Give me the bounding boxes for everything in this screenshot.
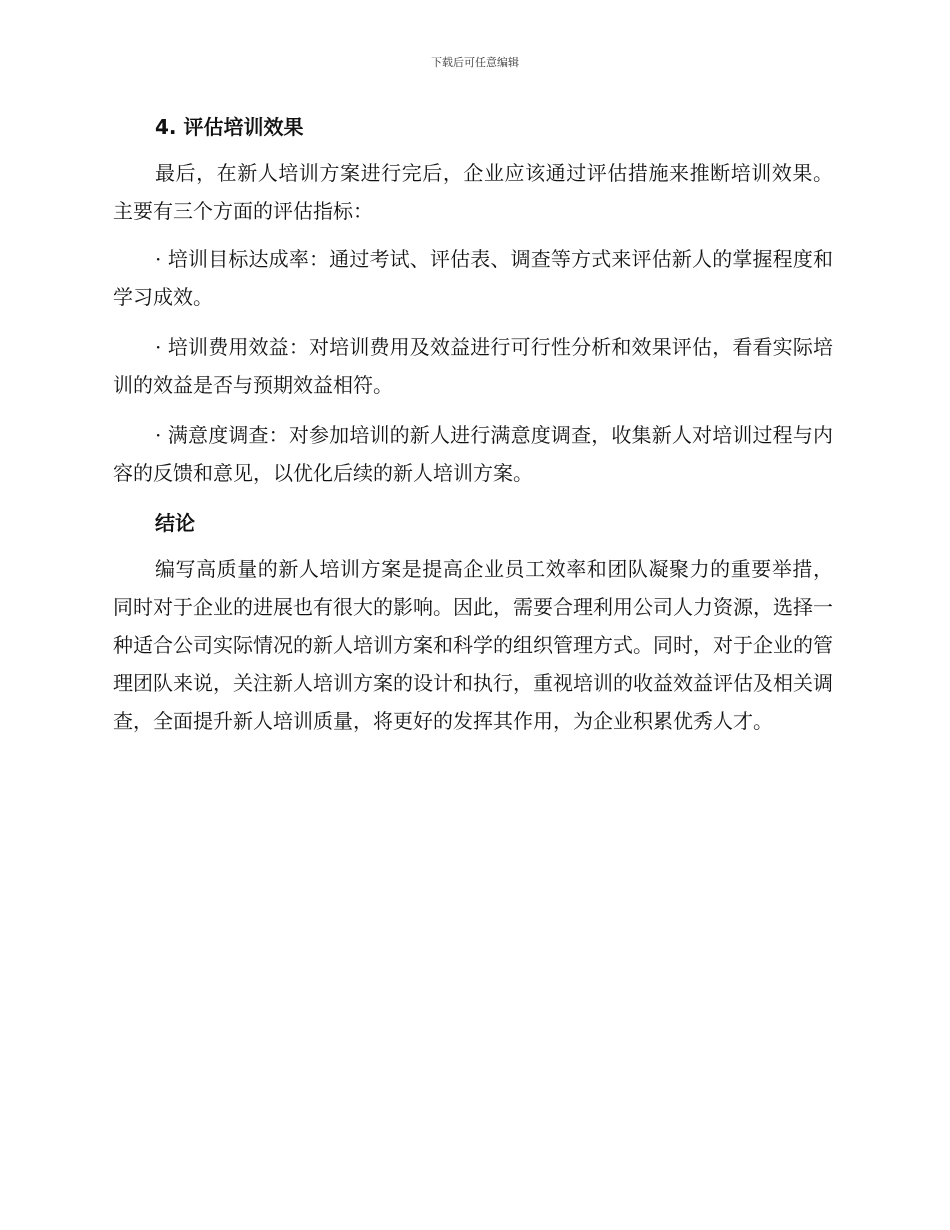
section-heading-conclusion: 结论 xyxy=(155,511,195,535)
bullet-goal-achievement: · 培训目标达成率：通过考试、评估表、调查等方式来评估新人的掌握程度和学习成效。 xyxy=(113,247,833,309)
section-heading-evaluate-training: 4. 评估培训效果 xyxy=(155,115,304,139)
conclusion-paragraph: 编写高质量的新人培训方案是提高企业员工效率和团队凝聚力的重要举措，同时对于企业的进展也有很大的影响。因此，需要合理利用公司人力资源，选择一种适合公司实际情况的新人培训方案和科学的组织管理方式。同时，对于企业的管理团队来说，关注新人培训方案的设计和执行，重视培训的收益效益评估及相关调查，全面提升新人培训质量，将更好的发挥其作用，为企业积累优秀人才。 xyxy=(113,557,833,733)
bullet-cost-benefit: · 培训费用效益：对培训费用及效益进行可行性分析和效果评估，看看实际培训的效益是否与预期效益相符。 xyxy=(113,335,833,397)
bullet-satisfaction-survey: · 满意度调查：对参加培训的新人进行满意度调查，收集新人对培训过程与内容的反馈和意见，以优化后续的新人培训方案。 xyxy=(113,423,833,485)
section-intro-paragraph: 最后，在新人培训方案进行完后，企业应该通过评估措施来推断培训效果。主要有三个方面的评估指标： xyxy=(113,161,833,223)
document-body xyxy=(113,108,833,750)
page-header-note: 下载后可任意编辑 xyxy=(431,56,519,69)
